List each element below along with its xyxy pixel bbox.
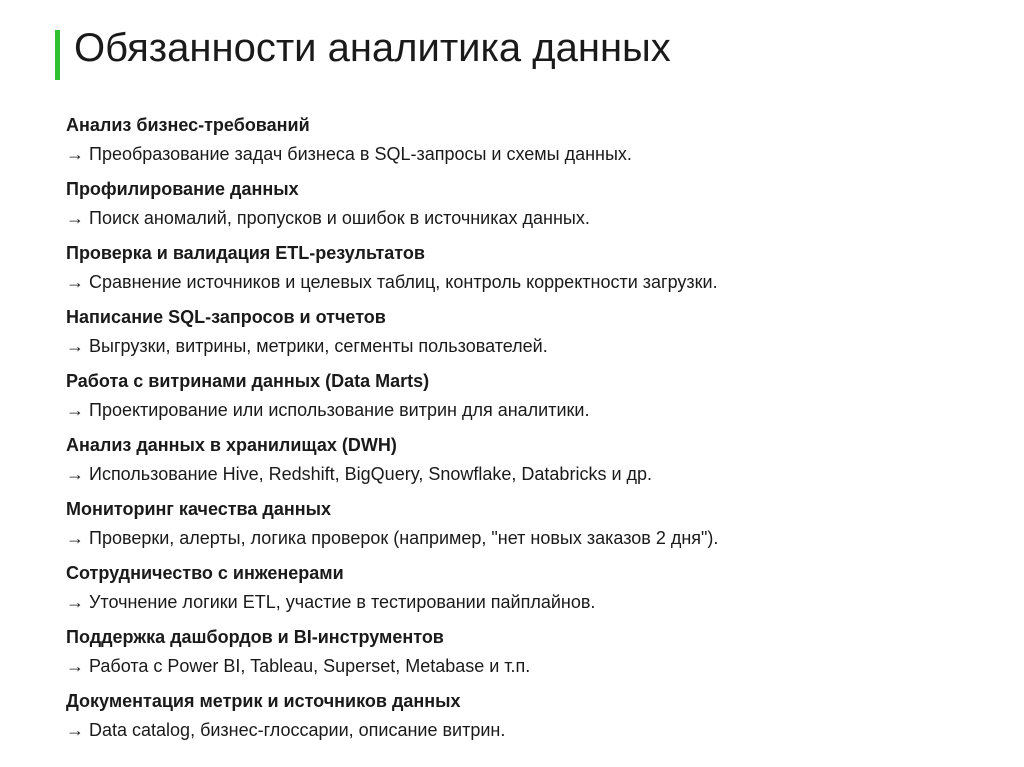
- duty-description: → Использование Hive, Redshift, BigQuery, Snowflake, Databricks и др.: [66, 464, 653, 484]
- duties-list: [66, 112, 966, 752]
- duty-heading: Анализ данных в хранилищах (DWH): [66, 435, 397, 455]
- duty-item: [66, 688, 966, 745]
- duty-heading: Работа с витринами данных (Data Marts): [66, 371, 430, 391]
- duty-item: [66, 496, 966, 553]
- slide-title: Обязанности аналитика данных: [74, 26, 671, 70]
- duty-description: → Выгрузки, витрины, метрики, сегменты пользователей.: [66, 336, 548, 356]
- duty-item: [66, 368, 966, 425]
- title-accent-bar: [55, 30, 60, 80]
- duty-heading: Проверка и валидация ETL-результатов: [66, 243, 425, 263]
- duty-item: [66, 176, 966, 233]
- duty-item: [66, 304, 966, 361]
- duty-item: [66, 432, 966, 489]
- duty-item: [66, 624, 966, 681]
- duty-heading: Профилирование данных: [66, 179, 299, 199]
- duty-description: → Проектирование или использование витрин для аналитики.: [66, 400, 590, 420]
- duty-item: [66, 240, 966, 297]
- duty-description: → Сравнение источников и целевых таблиц, контроль корректности загрузки.: [66, 272, 718, 292]
- duty-description: → Поиск аномалий, пропусков и ошибок в источниках данных.: [66, 208, 590, 228]
- duty-heading: Поддержка дашбордов и BI-инструментов: [66, 627, 444, 647]
- duty-item: [66, 112, 966, 169]
- duty-heading: Написание SQL-запросов и отчетов: [66, 307, 386, 327]
- duty-description: → Работа с Power BI, Tableau, Superset, Metabase и т.п.: [66, 656, 531, 676]
- duty-description: → Преобразование задач бизнеса в SQL-запросы и схемы данных.: [66, 144, 632, 164]
- duty-heading: Сотрудничество с инженерами: [66, 563, 344, 583]
- duty-description: → Data catalog, бизнес-глоссарии, описание витрин.: [66, 720, 506, 740]
- duty-heading: Документация метрик и источников данных: [66, 691, 461, 711]
- duty-heading: Анализ бизнес-требований: [66, 115, 310, 135]
- duty-description: → Проверки, алерты, логика проверок (например, "нет новых заказов 2 дня").: [66, 528, 719, 548]
- duty-item: [66, 560, 966, 617]
- duty-heading: Мониторинг качества данных: [66, 499, 331, 519]
- duty-description: → Уточнение логики ETL, участие в тестировании пайплайнов.: [66, 592, 596, 612]
